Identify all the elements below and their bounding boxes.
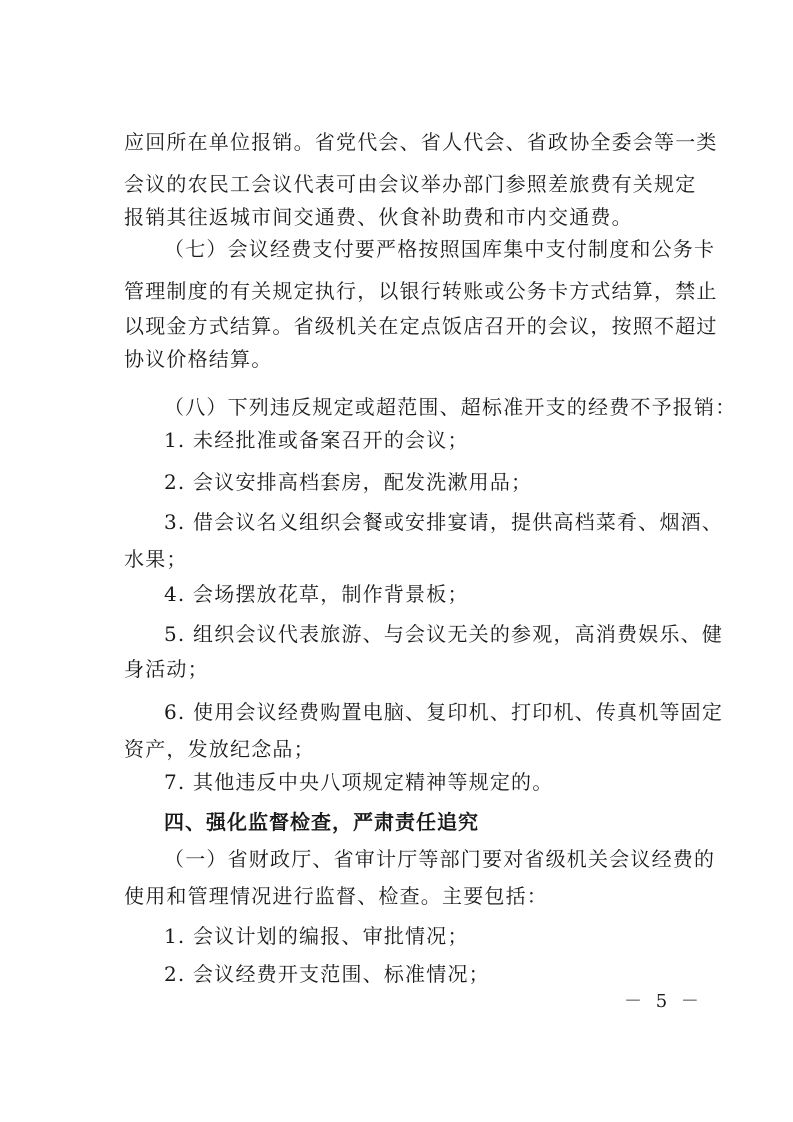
section-heading: 四、强化监督检查，严肃责任追究 [164,810,479,834]
paragraph-one-start: （一）省财政厅、省审计厅等部门要对省级机关会议经费的 [164,847,716,871]
body-line: 协议价格结算。 [124,347,273,371]
list-item-continued: 水果； [124,547,188,571]
list-item: 2. 会议安排高档套房，配发洗漱用品； [164,470,533,494]
list-item: 1. 未经批准或备案召开的会议； [164,428,469,452]
list-item: 6. 使用会议经费购置电脑、复印机、打印机、传真机等固定 [164,700,724,724]
list-item: 1. 会议计划的编报、审批情况； [164,924,469,948]
body-line: 报销其往返城市间交通费、伙食补助费和市内交通费。 [124,205,633,229]
page-number: － 5 － [624,991,703,1012]
list-item-continued: 资产，发放纪念品； [124,737,315,761]
list-item: 2. 会议经费开支范围、标准情况； [164,962,490,986]
list-item: 4. 会场摆放花草，制作背景板； [164,582,469,606]
list-item: 5. 组织会议代表旅游、与会议无关的参观，高消费娱乐、健 [164,622,724,646]
body-line: 应回所在单位报销。省党代会、省人代会、省政协全委会等一类 [124,130,718,154]
body-line: 管理制度的有关规定执行，以银行转账或公务卡方式结算，禁止 [124,279,718,303]
list-item: 3. 借会议名义组织会餐或安排宴请，提供高档菜肴、烟酒、 [164,510,724,534]
list-item: 7. 其他违反中央八项规定精神等规定的。 [164,770,554,794]
body-line: 使用和管理情况进行监督、检查。主要包括： [124,884,548,908]
paragraph-seven-start: （七）会议经费支付要严格按照国库集中支付制度和公务卡 [164,237,716,261]
list-item-continued: 身活动； [124,657,209,681]
body-line: 以现金方式结算。省级机关在定点饭店召开的会议，按照不超过 [124,314,718,338]
body-line: 会议的农民工会议代表可由会议举办部门参照差旅费有关规定 [124,172,697,196]
paragraph-eight-start: （八）下列违反规定或超范围、超标准开支的经费不予报销： [164,395,737,419]
